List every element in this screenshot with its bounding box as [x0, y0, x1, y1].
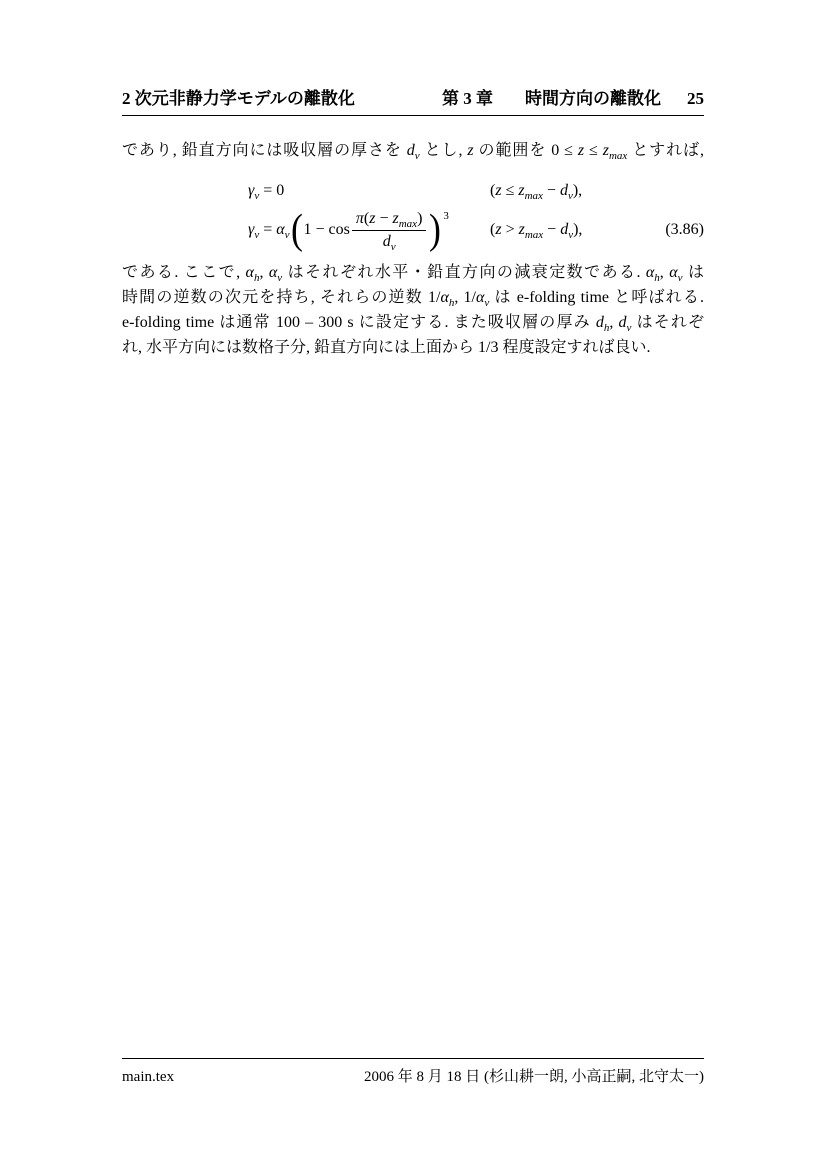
- header-chapter-title: 時間方向の離散化: [525, 89, 661, 108]
- page-footer: [122, 1058, 704, 1086]
- fraction-denominator: $d_v$: [382, 232, 396, 253]
- equation-row2-lhs: $\gamma_v = \alpha_v$: [248, 221, 290, 242]
- paragraph-line: れ, 水平方向には数格子分, 鉛直方向には上面から 1/3 程度設定すれば良い.: [122, 339, 651, 356]
- equation-row-1: [122, 178, 704, 204]
- equation-row-2: [122, 204, 704, 256]
- paragraph-line: 時間の逆数の次元を持ち, それらの逆数 $1/\alpha_h$, $1/\alpha_v$ は e-folding time と呼ばれる.: [122, 289, 704, 310]
- equation-row2-inner-pre: 1 − cos: [303, 221, 350, 238]
- equation-row2-expression: [248, 209, 449, 252]
- paragraph-line: e-folding time は通常 100 – 300 s に設定する. また吸収層の厚み $d_h$, $d_v$ はそれぞ: [122, 314, 704, 335]
- equation-exponent: 3: [443, 209, 449, 222]
- body-paragraph: [122, 260, 704, 360]
- equation-row1-lhs: $\gamma_v = 0$: [248, 182, 285, 203]
- footer-date-authors: 2006 年 8 月 18 日 (杉山耕一朗, 小高正嗣, 北守太一): [364, 1069, 704, 1085]
- header-section-title: 2 次元非静力学モデルの離散化: [122, 89, 355, 108]
- paragraph-line: である. ここで, $\alpha_h$, $\alpha_v$ はそれぞれ水平・鉛直方向の減衰定数である. $\alpha_h$, $\alpha_v$ は: [122, 264, 704, 285]
- equation-number: (3.86): [665, 221, 704, 238]
- fraction: [352, 209, 427, 252]
- header-page-number: 25: [687, 89, 704, 108]
- intro-paragraph-line: であり, 鉛直方向には吸収層の厚さを $d_v$ とし, z の範囲を $0 \le z \le z_{max}$ とすれば,: [122, 142, 704, 163]
- big-open-paren: (: [290, 207, 303, 253]
- equation-row1-condition: $(z \le z_{max} - d_v)$,: [490, 182, 583, 203]
- page-header: [122, 84, 704, 116]
- equation-row2-condition: $(z > z_{max} - d_v)$,: [490, 221, 583, 242]
- footer-filename: main.tex: [122, 1069, 175, 1085]
- equation-block: [122, 178, 704, 256]
- big-close-paren: ): [429, 207, 442, 253]
- fraction-numerator: $\pi(z - z_{max})$: [352, 209, 427, 231]
- header-chapter-label: 第 3 章: [442, 89, 493, 108]
- header-chapter-heading: [442, 84, 704, 109]
